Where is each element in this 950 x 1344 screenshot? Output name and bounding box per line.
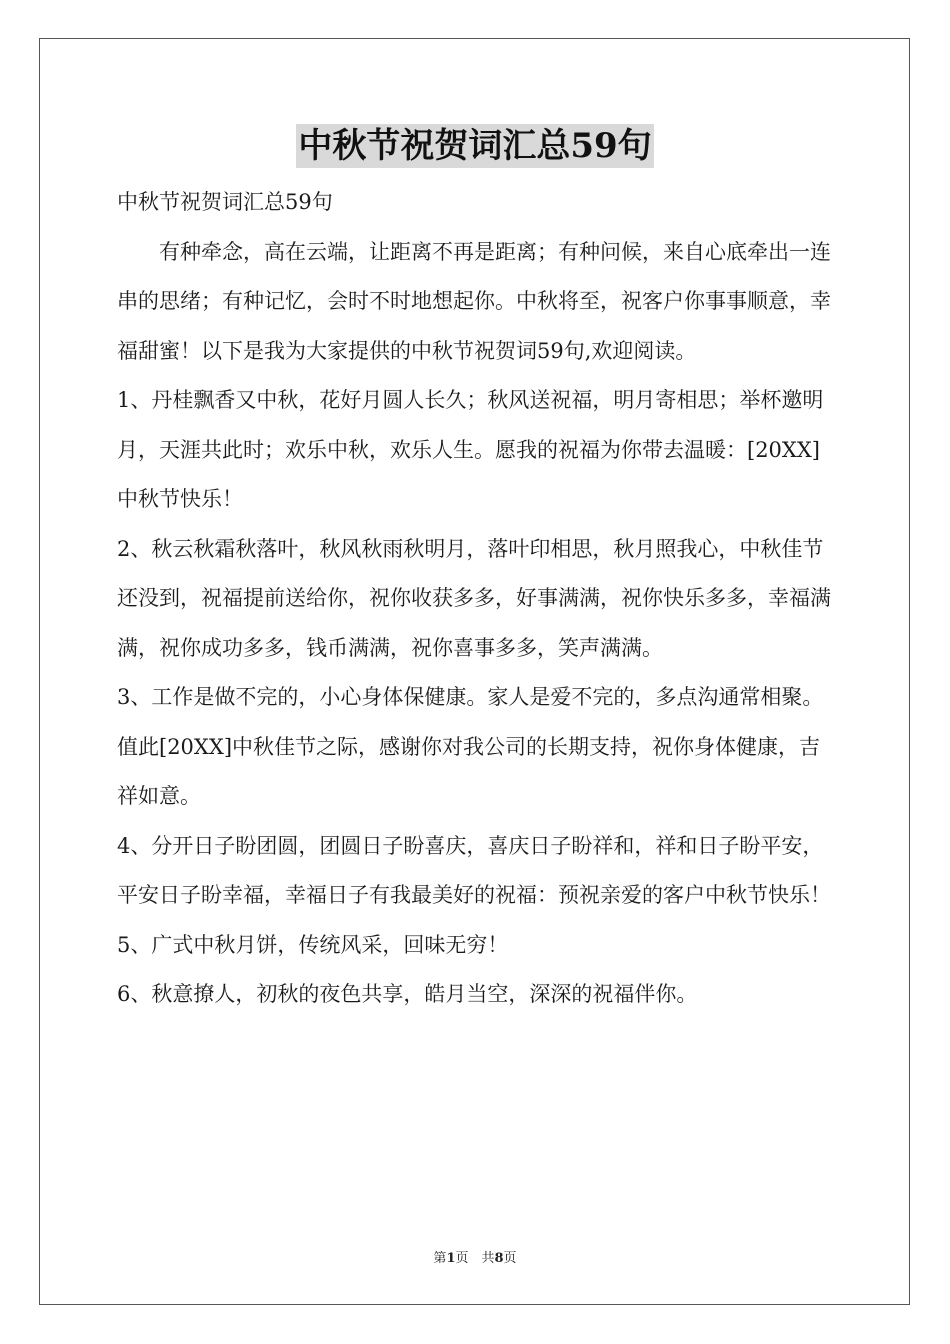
- document-body: [117, 178, 837, 1020]
- title-container: [0, 124, 950, 168]
- page-suffix: 页: [503, 1251, 517, 1266]
- greeting-item-3: 3、工作是做不完的，小心身体保健康。家人是爱不完的，多点沟通常相聚。值此[20XX]中秋佳节之际，感谢你对我公司的长期支持，祝你身体健康，吉祥如意。: [117, 685, 824, 808]
- page-mid: 页 共: [455, 1251, 495, 1266]
- greeting-item-5: 5、广式中秋月饼，传统风采，回味无穷！: [117, 932, 509, 957]
- page-footer: [0, 1247, 950, 1266]
- greeting-item-4: 4、分开日子盼团圆，团圆日子盼喜庆，喜庆日子盼祥和，祥和日子盼平安，平安日子盼幸福，幸福日子有我最美好的祝福：预祝亲爱的客户中秋节快乐！: [117, 833, 831, 907]
- intro-paragraph: 有种牵念，高在云端，让距离不再是距离；有种问候，来自心底牵出一连串的思绪；有种记忆，会时不时地想起你。中秋将至，祝客户你事事顺意，幸福甜蜜！以下是我为大家提供的中秋节祝贺词59句,欢迎阅读。: [117, 239, 831, 363]
- document-title: 中秋节祝贺词汇总59句: [298, 126, 652, 166]
- current-page-number: 1: [446, 1251, 456, 1266]
- document-subtitle: 中秋节祝贺词汇总59句: [117, 190, 333, 214]
- greeting-item-1: 1、丹桂飘香又中秋，花好月圆人长久；秋风送祝福，明月寄相思；举杯邀明月，天涯共此时；欢乐中秋，欢乐人生。愿我的祝福为你带去温暖：[20XX]中秋节快乐！: [117, 388, 824, 511]
- total-page-number: 8: [494, 1251, 504, 1266]
- greeting-item-2: 2、秋云秋霜秋落叶，秋风秋雨秋明月，落叶印相思，秋月照我心，中秋佳节还没到，祝福提前送给你，祝你收获多多，好事满满，祝你快乐多多，幸福满满，祝你成功多多，钱币满满，祝你喜事多多，笑声满满。: [117, 536, 831, 660]
- page-prefix: 第: [433, 1251, 447, 1266]
- greeting-item-6: 6、秋意撩人，初秋的夜色共享，皓月当空，深深的祝福伴你。: [117, 982, 698, 1006]
